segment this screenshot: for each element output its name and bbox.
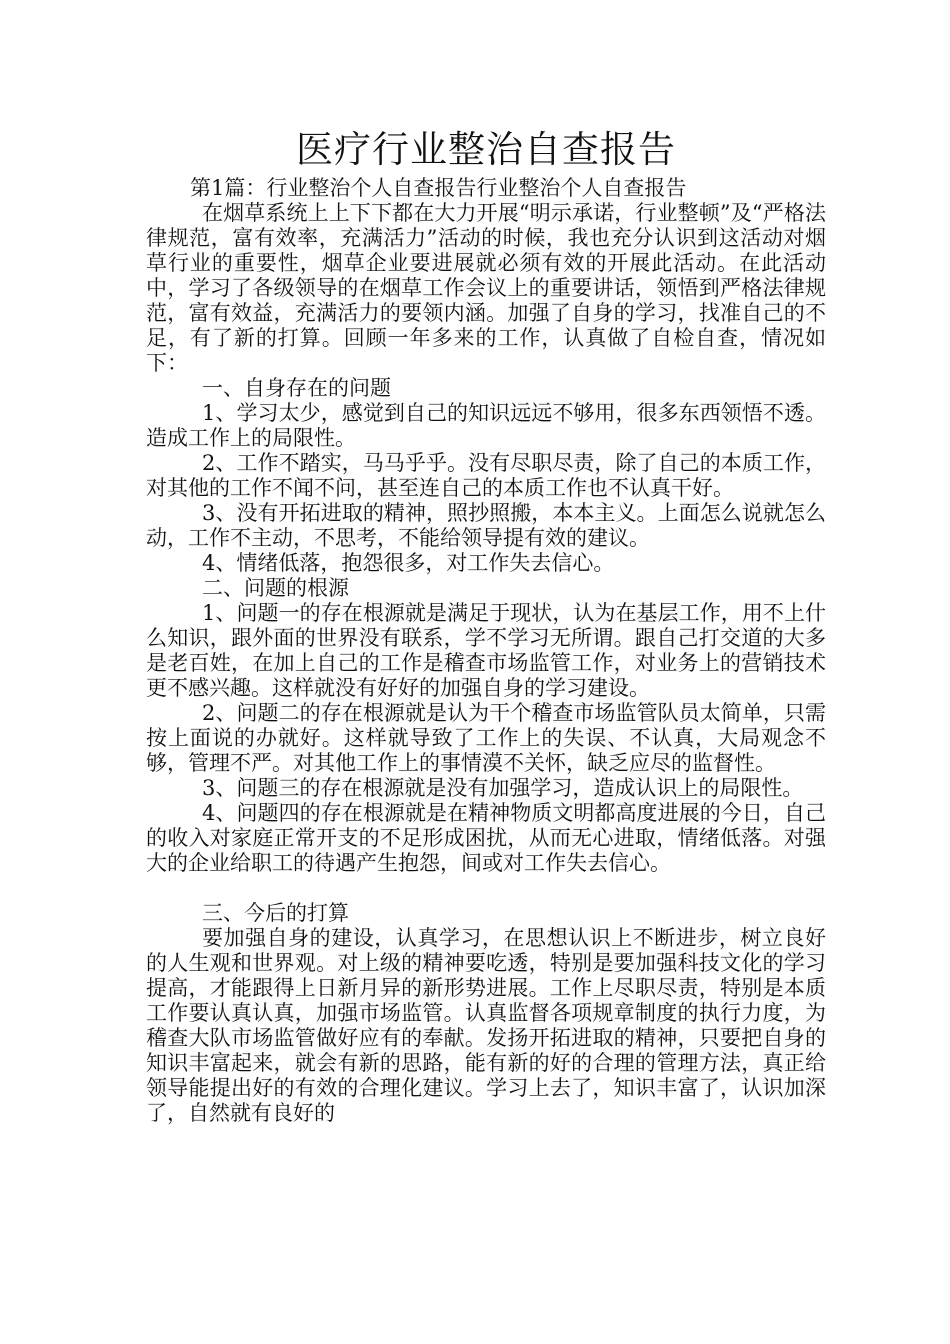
paragraph-problem-3: 3、没有开拓进取的精神，照抄照搬，本本主义。上面怎么说就怎么动，工作不主动，不思考，不能给领导提有效的建议。 bbox=[146, 501, 826, 550]
section-heading-plans: 三、今后的打算 bbox=[202, 901, 349, 925]
paragraph-plans: 要加强自身的建设，认真学习，在思想认识上不断进步，树立良好的人生观和世界观。对上级的精神要吃透，特别是要加强科技文化的学习提高，才能跟得上日新月异的新形势进展。工作上尽职尽责，特别是本质工作要认真认真，加强市场监管。认真监督各项规章制度的执行力度，为稽查大队市场监管做好应有的奉献。发扬开拓进取的精神，只要把自身的知识丰富起来，就会有新的思路，能有新的好的合理的管理方法，真正给领导能提出好的有效的合理化建议。学习上去了，知识丰富了，认识加深了，自然就有良好的 bbox=[146, 926, 826, 1125]
paragraph-problem-1: 1、学习太少，感觉到自己的知识远远不够用，很多东西领悟不透。造成工作上的局限性。 bbox=[146, 401, 826, 450]
document-page bbox=[146, 126, 826, 1126]
paragraph-root-3: 3、问题三的存在根源就是没有加强学习，造成认识上的局限性。 bbox=[202, 776, 804, 800]
paragraph-root-4: 4、问题四的存在根源就是在精神物质文明都高度进展的今日，自己的收入对家庭正常开支的不足形成困扰，从而无心进取，情绪低落。对强大的企业给职工的待遇产生抱怨，间或对工作失去信心。 bbox=[146, 801, 826, 875]
paragraph-intro: 在烟草系统上上下下都在大力开展“明示承诺，行业整顿”及“严格法律规范，富有效率，充满活力”活动的时候，我也充分认识到这活动对烟草行业的重要性，烟草企业要进展就必须有效的开展此活动。在此活动中，学习了各级领导的在烟草工作会议上的重要讲话，领悟到严格法律规范，富有效益，充满活力的要领内涵。加强了自身的学习，找准自己的不足，有了新的打算。回顾一年多来的工作，认真做了自检自查，情况如下： bbox=[146, 201, 826, 375]
paragraph-root-2: 2、问题二的存在根源就是认为干个稽查市场监管队员太简单，只需按上面说的办就好。这样就导致了工作上的失误、不认真，大局观念不够，管理不严。对其他工作上的事情漠不关怀，缺乏应尽的监督性。 bbox=[146, 701, 826, 775]
document-subtitle: 第1篇：行业整治个人自查报告行业整治个人自查报告 bbox=[190, 176, 687, 200]
paragraph-problem-2: 2、工作不踏实，马马乎乎。没有尽职尽责，除了自己的本质工作，对其他的工作不闻不问，甚至连自己的本质工作也不认真干好。 bbox=[146, 451, 826, 500]
paragraph-problem-4: 4、情绪低落，抱怨很多，对工作失去信心。 bbox=[202, 551, 615, 575]
section-heading-roots: 二、问题的根源 bbox=[202, 576, 349, 600]
paragraph-root-1: 1、问题一的存在根源就是满足于现状，认为在基层工作，用不上什么知识，跟外面的世界没有联系，学不学习无所谓。跟自己打交道的大多是老百姓，在加上自己的工作是稽查市场监管工作，对业务上的营销技术更不感兴趣。这样就没有好好的加强自身的学习建设。 bbox=[146, 601, 826, 700]
section-heading-problems: 一、自身存在的问题 bbox=[202, 376, 391, 400]
document-title: 医疗行业整治自查报告 bbox=[296, 128, 676, 171]
